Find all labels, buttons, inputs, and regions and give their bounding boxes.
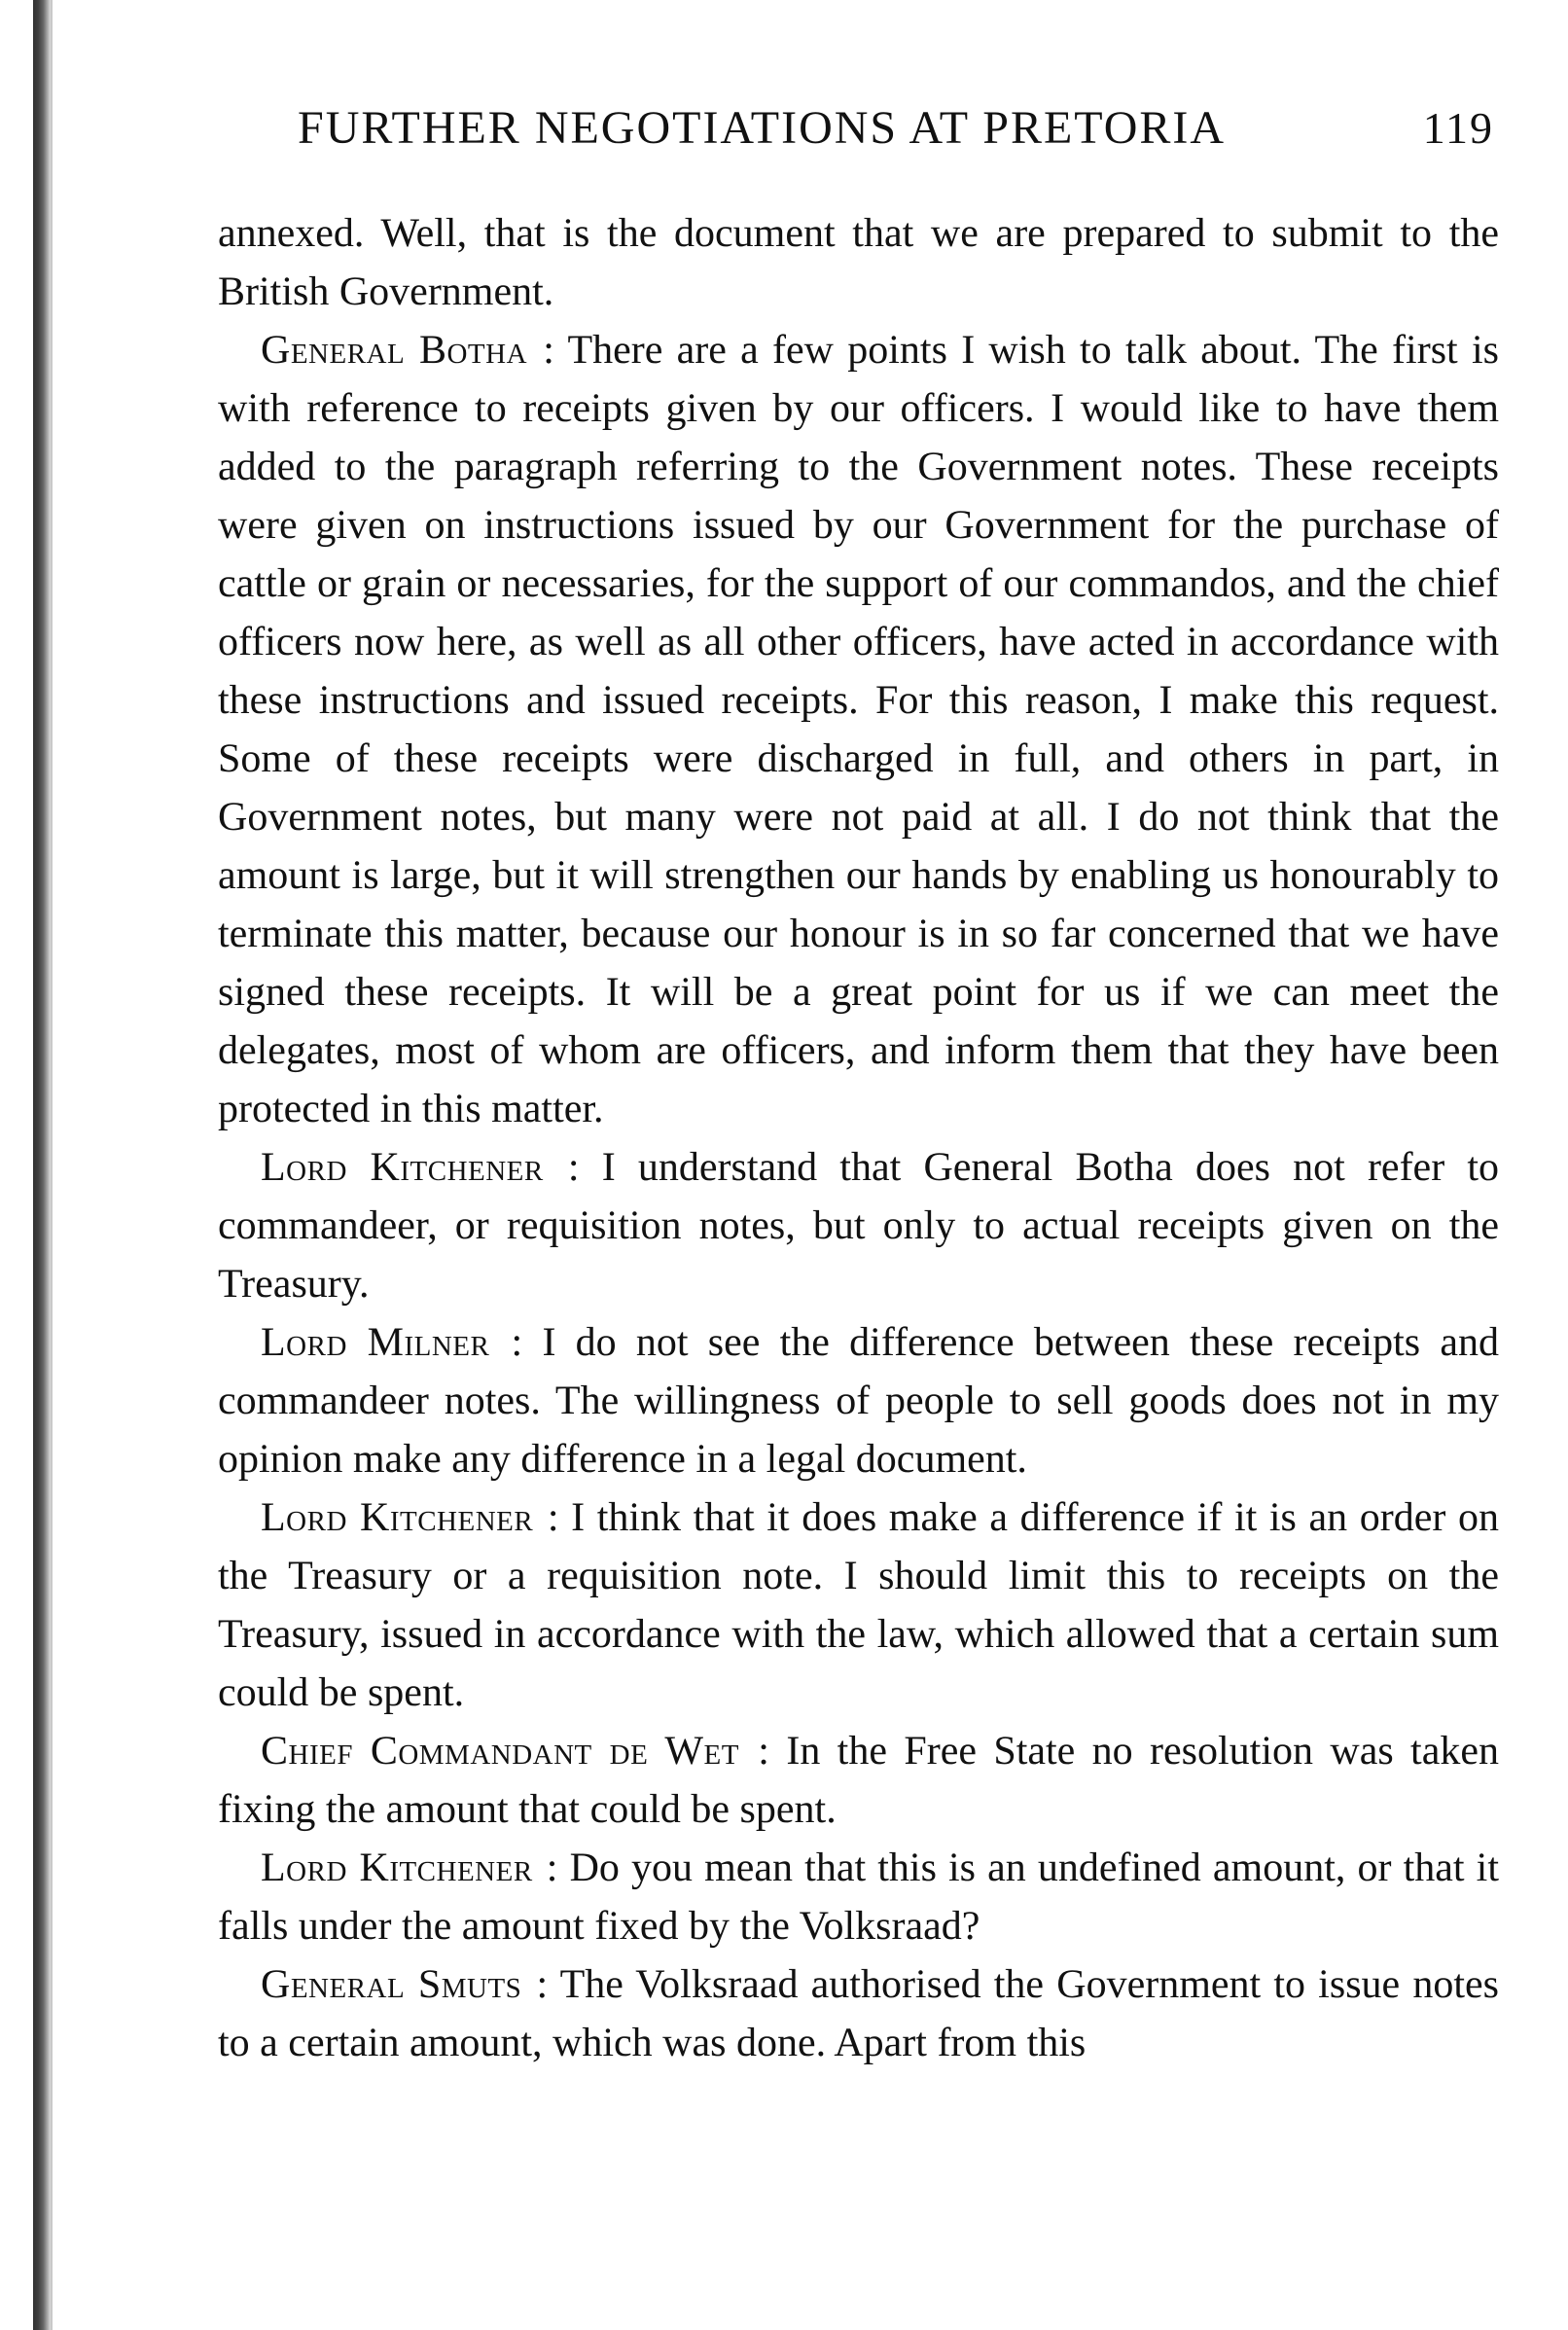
paragraph-8 [218, 1955, 1499, 2072]
paragraph-text: I understand that General Botha does not refer to commandeer, or requisition notes, but only to actual receipts given on the Treasury. [218, 1145, 1500, 1307]
paragraph-text: There are a few points I wish to talk about. The first is with reference to receipts given by our officers. I would like to have them added to the paragraph referring to the Government notes. These receipts were given on instructions issued by our Government for the purchase of cattle or grain or necessaries, for the support of our commandos, and the chief officers now here, as well as all other officers, have acted in accordance with these instructions and issued receipts. For this reason, I make this request. Some of these receipts were discharged in full, and others in part, in Government notes, but many were not paid at all. I do not think that the amount is large, but it will strengthen our hands by enabling us honourably to terminate this matter, because our honour is in so far concerned that we have signed these receipts. It will be a great point for us if we can meet the delegates, most of whom are officers, and inform them that they have been protected in this matter. [218, 328, 1499, 1131]
paragraph-text: The Volksraad authorised the Government to issue notes to a certain amount, which was done. Apart from this [218, 1962, 1499, 2065]
paragraph-2 [218, 321, 1499, 1138]
speaker-colon: : [523, 1962, 560, 2007]
paragraph-text: Do you mean that this is an undefined amount, or that it falls under the amount fixed by the Volksraad? [218, 1846, 1499, 1949]
paragraph-7 [218, 1839, 1499, 1955]
paragraph-text: I think that it does make a difference if it is an order on the Treasury or a requisition note. I should limit this to receipts on the Treasury, issued in accordance with the law, which allowed that a certain sum could be spent. [218, 1495, 1500, 1715]
speaker-name: Lord Kitchener [261, 1495, 534, 1540]
speaker-name: General Smuts [261, 1962, 522, 2007]
speaker-colon: : [529, 328, 568, 373]
paragraph-5 [218, 1488, 1499, 1722]
speaker-colon: : [534, 1846, 570, 1890]
paragraph-6 [218, 1722, 1499, 1839]
binding-gutter-shadow [33, 0, 51, 2330]
speaker-name: General Botha [261, 328, 528, 373]
speaker-name: Lord Kitchener [261, 1145, 544, 1190]
running-header [298, 102, 1496, 173]
binding-gutter-edge [51, 0, 53, 2330]
speaker-colon: : [535, 1495, 572, 1540]
speaker-name: Lord Kitchener [261, 1846, 533, 1890]
speaker-name: Lord Milner [261, 1320, 490, 1365]
paragraph-text: I do not see the difference between these receipts and commandeer notes. The willingness of people to sell goods does not in my opinion make any difference in a legal document. [218, 1320, 1499, 1482]
paragraph-text: In the Free State no resolution was taken fixing the amount that could be spent. [218, 1729, 1499, 1832]
paragraph-text: annexed. Well, that is the document that we are prepared to submit to the British Government. [218, 211, 1499, 314]
paragraph-1 [218, 204, 1499, 321]
speaker-colon: : [545, 1145, 602, 1190]
speaker-name: Chief Commandant de Wet [261, 1729, 739, 1774]
paragraph-3 [218, 1138, 1499, 1313]
page-body [218, 204, 1499, 2268]
speaker-colon: : [491, 1320, 543, 1365]
paragraph-4 [218, 1313, 1499, 1488]
page-number: 119 [1422, 103, 1494, 153]
speaker-colon: : [740, 1729, 787, 1774]
running-title: FURTHER NEGOTIATIONS AT PRETORIA [298, 102, 1227, 154]
